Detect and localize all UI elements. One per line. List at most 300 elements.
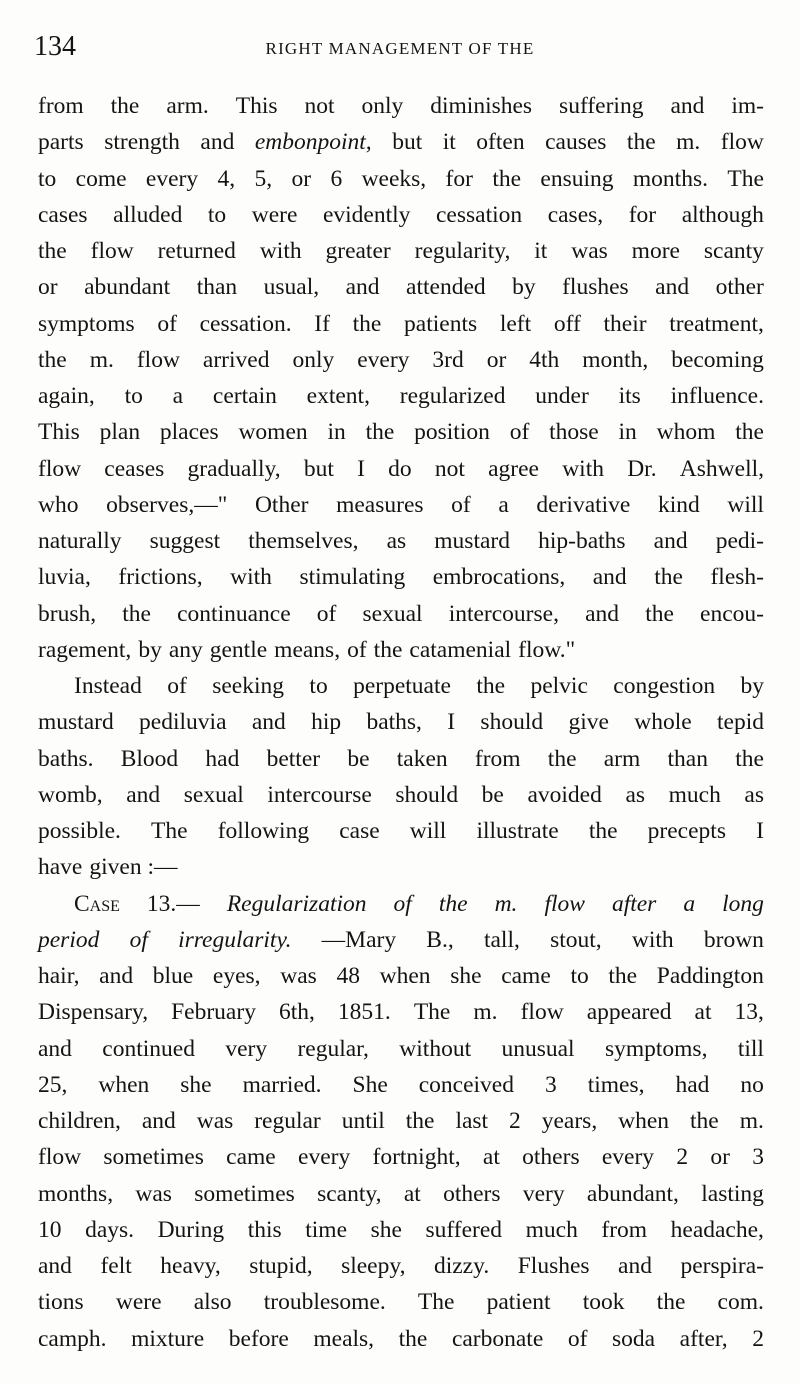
text-line [38, 1031, 764, 1067]
text-line [38, 777, 764, 813]
word: During [157, 1216, 225, 1243]
text-line [38, 451, 764, 487]
word: continuance [177, 600, 291, 627]
word: with [230, 564, 272, 591]
text-line [38, 487, 764, 523]
word: regularized [399, 383, 506, 409]
text-line [38, 233, 764, 269]
word: other [715, 274, 764, 301]
word: brown [703, 926, 764, 953]
word: B., [426, 926, 454, 953]
word: mustard [38, 709, 114, 736]
text-line [38, 994, 764, 1030]
word: Blood [120, 745, 179, 772]
word: —Mary [321, 926, 397, 953]
word: when [618, 1108, 670, 1134]
word: from [38, 93, 84, 119]
word: of [316, 600, 337, 627]
word: very [225, 1035, 268, 1062]
word: illustrate [476, 818, 559, 844]
word: heavy, [160, 1253, 221, 1279]
word: conceived [418, 1071, 514, 1098]
word: by [740, 673, 764, 699]
word: or [710, 1144, 730, 1171]
word: im- [731, 93, 764, 119]
word: but [392, 129, 423, 156]
word: as [625, 781, 646, 808]
word: embonpoint, [254, 129, 372, 156]
word: the [626, 129, 656, 156]
word: and [200, 129, 235, 156]
word: will [409, 818, 447, 844]
word: I [447, 709, 456, 736]
word: came [226, 1144, 276, 1171]
word: pelvic [530, 673, 588, 699]
word: regularity, [414, 238, 511, 264]
word: the [365, 419, 395, 446]
text-line [38, 632, 764, 668]
word: baths, [366, 709, 422, 736]
word: do [388, 455, 412, 482]
word: was [280, 963, 317, 989]
word: better [266, 745, 321, 772]
word: flow." [518, 636, 576, 663]
text-line [38, 704, 764, 740]
word: in [618, 419, 637, 446]
word: any [168, 636, 203, 663]
word: means, [274, 636, 341, 663]
word: stout, [550, 926, 602, 953]
word: every [357, 346, 410, 373]
word: not [304, 93, 335, 119]
word: their [603, 310, 647, 337]
word: without [399, 1035, 472, 1062]
word: I [357, 455, 365, 482]
word: stupid, [249, 1253, 313, 1279]
word: the [735, 745, 764, 772]
word: 2 [752, 1325, 764, 1352]
word: 48 [336, 963, 360, 989]
word: attended [406, 274, 486, 301]
word: than [667, 745, 708, 772]
word: position [414, 419, 490, 446]
word: taken [396, 745, 448, 772]
word: when [379, 963, 431, 989]
word: of [167, 673, 187, 699]
word: after [611, 890, 657, 917]
word: parts [38, 129, 84, 156]
word: or [38, 274, 58, 301]
word: perspira- [680, 1253, 764, 1279]
word: 2 [509, 1108, 521, 1134]
word: 13, [734, 999, 764, 1026]
word: in [327, 419, 346, 446]
word: of [129, 926, 148, 953]
word: time [305, 1216, 348, 1243]
word: Instead [74, 673, 142, 699]
word: intercourse [267, 781, 372, 808]
word: and [251, 709, 286, 736]
text-line [38, 197, 764, 233]
word: the [122, 600, 151, 627]
word: derivative [536, 491, 631, 518]
word: when [98, 1071, 150, 1098]
word: again, [38, 383, 95, 409]
word: of [567, 1325, 588, 1352]
word: brush, [38, 600, 97, 627]
word: with [259, 238, 302, 264]
word: the [735, 419, 764, 446]
word: dizzy. [433, 1253, 490, 1279]
word: was [571, 238, 608, 264]
word: had [205, 745, 240, 772]
word: a [683, 890, 696, 917]
word: women [238, 419, 308, 446]
word: ceases [104, 455, 165, 482]
word: luvia, [38, 564, 91, 591]
word: she [450, 963, 482, 989]
word: took [582, 1289, 625, 1316]
word: influence. [670, 383, 764, 409]
word: tions [38, 1289, 84, 1316]
word: only [292, 346, 335, 373]
word: and [585, 600, 620, 627]
word: those [549, 419, 599, 446]
word: sexual [183, 781, 244, 808]
word: 4, [217, 165, 236, 192]
word: the [654, 564, 683, 591]
word: and [618, 1253, 652, 1279]
word: it [442, 129, 456, 156]
word: the [588, 818, 618, 844]
word: much [525, 1216, 578, 1243]
word: The [727, 165, 764, 192]
word: 3 [544, 1071, 557, 1098]
word: lasting [701, 1180, 764, 1207]
word: until [341, 1108, 385, 1134]
word: was [135, 1180, 172, 1207]
word: flushes [562, 274, 629, 301]
word: appeared [586, 999, 672, 1026]
word: observes,—" [106, 491, 228, 518]
word: 25, [38, 1071, 68, 1098]
word: pedi- [715, 528, 764, 554]
word: a [172, 383, 184, 409]
word: or [486, 346, 507, 373]
word: others [443, 1180, 501, 1207]
word: suffering [559, 93, 644, 119]
word: every [601, 1144, 655, 1171]
word: give [568, 709, 609, 736]
text-line [38, 668, 764, 704]
running-head: RIGHT MANAGEMENT OF THE [265, 39, 535, 58]
word: as [744, 781, 764, 808]
word: whole [634, 709, 692, 736]
word: following [217, 818, 310, 844]
word: flow [136, 346, 180, 373]
word: agree [488, 455, 539, 482]
word: ragement, [38, 636, 132, 663]
word: weeks, [361, 165, 427, 192]
word: the [405, 1108, 435, 1134]
word: Flushes [517, 1253, 590, 1279]
word: at [694, 999, 712, 1026]
word: and [592, 564, 627, 591]
word: Paddington [656, 963, 764, 989]
word: and [345, 274, 380, 301]
text-line [38, 1284, 764, 1320]
word: before [228, 1325, 289, 1352]
word: flow [38, 455, 82, 482]
word: flow [544, 890, 585, 917]
word: under [535, 383, 589, 409]
word: unusual [501, 1035, 575, 1062]
word: also [193, 1289, 232, 1316]
word: but [303, 455, 334, 482]
text-line [38, 269, 764, 305]
word: headache, [670, 1216, 764, 1243]
word: with [631, 926, 674, 953]
word: February [171, 999, 256, 1026]
word: 6 [330, 165, 343, 192]
page-number: 134 [34, 31, 76, 62]
word: gentle [209, 636, 268, 663]
word: extent, [306, 383, 370, 409]
word: this [247, 1216, 282, 1243]
word: flow [38, 1144, 82, 1171]
word: others [522, 1144, 580, 1171]
word: to [124, 383, 143, 409]
word: kind [658, 491, 700, 518]
word: 10 [38, 1216, 62, 1243]
word: of [347, 636, 367, 663]
word: continued [102, 1035, 195, 1062]
word: hair, [38, 963, 80, 989]
word: given :— [89, 854, 178, 881]
word: no [740, 1071, 764, 1098]
word: abundant [84, 274, 171, 301]
word: precepts [647, 818, 726, 844]
text-line [38, 1321, 764, 1357]
word: from [474, 745, 521, 772]
word: month, [582, 346, 649, 373]
word: symptoms [38, 310, 135, 337]
word: avoided [527, 781, 602, 808]
word: flow [720, 129, 764, 156]
word: of [451, 491, 471, 518]
word: last [455, 1108, 489, 1134]
word: had [675, 1071, 710, 1098]
word: soda [612, 1325, 656, 1352]
word: as [386, 528, 407, 554]
word: I [756, 818, 764, 844]
word: 3 [752, 1144, 764, 1171]
word: possible. [38, 818, 121, 844]
word: come [75, 165, 127, 192]
word: If [314, 310, 330, 337]
word: months. [632, 165, 708, 192]
word: sometimes [194, 1180, 295, 1207]
word: by [512, 274, 536, 301]
word: the [38, 238, 67, 264]
word: The [413, 999, 451, 1026]
word: at [482, 1144, 500, 1171]
word: by [138, 636, 162, 663]
word: seeking [212, 673, 285, 699]
text-line [38, 342, 764, 378]
word: 1851. [337, 999, 391, 1026]
word: often [476, 129, 525, 156]
word: for [628, 201, 657, 228]
word: felt [100, 1253, 132, 1279]
word: was [196, 1108, 234, 1134]
word: a [498, 491, 509, 518]
word: diminishes [430, 93, 533, 119]
word: pediluvia [139, 709, 227, 736]
word: of [393, 890, 412, 917]
word: m. [473, 999, 498, 1026]
word: the [373, 636, 403, 663]
word: frictions, [118, 564, 203, 591]
word: carbonate [451, 1325, 544, 1352]
word: com. [717, 1289, 764, 1316]
word: causes [545, 129, 607, 156]
word: and [655, 274, 690, 301]
word: to [207, 201, 227, 228]
word: at [403, 1180, 421, 1207]
word: it [534, 238, 548, 264]
word: only [361, 93, 404, 119]
word: irregularity. [178, 926, 292, 953]
word: of [509, 419, 530, 446]
word: patients [404, 310, 478, 337]
text-line [38, 124, 764, 160]
word: with [562, 455, 604, 482]
text-line [38, 886, 764, 922]
word: The [417, 1289, 455, 1316]
word: and [126, 781, 161, 808]
text-line [38, 922, 764, 958]
word: months, [38, 1180, 114, 1207]
word: returned [157, 238, 236, 264]
word: hip [311, 709, 342, 736]
word: than [196, 274, 238, 301]
word: 4th [529, 346, 560, 373]
word: Other [254, 491, 309, 518]
text-line [38, 88, 764, 124]
text-line [38, 596, 764, 632]
page-header [34, 30, 766, 66]
word: This [235, 93, 278, 119]
word: for [445, 165, 473, 192]
word: meals, [313, 1325, 375, 1352]
text-line [38, 306, 764, 342]
word: m. [494, 890, 518, 917]
word: and [38, 1253, 72, 1279]
word: tepid [717, 709, 764, 736]
word: after, [679, 1325, 728, 1352]
word: and [38, 1035, 72, 1062]
word: places [159, 419, 219, 446]
word: arrived [202, 346, 270, 373]
word: much [668, 781, 721, 808]
word: gradually, [187, 455, 281, 482]
word: sleepy, [341, 1253, 406, 1279]
word: scanty, [317, 1180, 382, 1207]
word: flesh- [710, 564, 764, 591]
word: the [645, 600, 674, 627]
body-text [38, 88, 764, 1357]
word: m. [89, 346, 114, 373]
word: perpetuate [353, 673, 451, 699]
word: arm [603, 745, 641, 772]
word: from [601, 1216, 648, 1243]
word: although [681, 201, 764, 228]
word: case [339, 818, 380, 844]
word: 3rd [432, 346, 464, 373]
text-line [38, 161, 764, 197]
word: the [690, 1108, 719, 1134]
word: Dr. [627, 455, 657, 482]
text-line [38, 523, 764, 559]
word: she [180, 1071, 212, 1098]
word: blue [152, 963, 194, 989]
word: and [653, 528, 688, 554]
word: the [608, 963, 638, 989]
word: regular [254, 1108, 321, 1134]
text-line [38, 1139, 764, 1175]
word: be [347, 745, 370, 772]
word: Case [74, 890, 120, 917]
word: 2 [676, 1144, 689, 1171]
word: were [251, 201, 298, 228]
word: treatment, [669, 310, 764, 337]
text-line [38, 1176, 764, 1212]
word: fortnight, [372, 1144, 461, 1171]
word: abundant, [586, 1180, 679, 1207]
word: the [110, 93, 140, 119]
word: becoming [671, 346, 764, 373]
word: scanty [703, 238, 764, 264]
word: to [309, 673, 328, 699]
text-line [38, 1103, 764, 1139]
word: long [722, 890, 764, 917]
word: married. [242, 1071, 322, 1098]
word: she [370, 1216, 402, 1243]
word: the [438, 890, 468, 917]
word: 5, [254, 165, 273, 192]
word: not [434, 455, 465, 482]
word: tall, [483, 926, 520, 953]
word: Regularization [226, 890, 367, 917]
word: hip-baths [538, 528, 626, 554]
word: troublesome. [263, 1289, 386, 1316]
word: mixture [131, 1325, 205, 1352]
word: cases, [547, 201, 604, 228]
word: sexual [362, 600, 423, 627]
text-line [38, 1248, 764, 1284]
word: greater [325, 238, 391, 264]
word: 6th, [278, 999, 315, 1026]
text-line [38, 741, 764, 777]
word: m. [676, 129, 701, 156]
text-line [38, 958, 764, 994]
word: children, [38, 1108, 121, 1134]
word: will [727, 491, 764, 518]
word: cases [38, 201, 88, 228]
word: and [141, 1108, 176, 1134]
word: till [737, 1035, 764, 1062]
